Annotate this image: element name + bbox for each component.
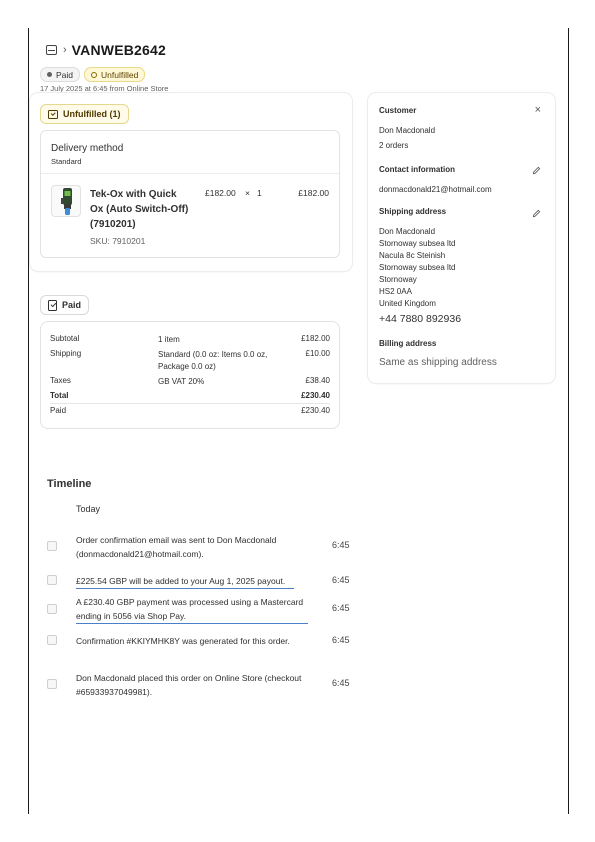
- contact-info-title: Contact information: [379, 165, 455, 174]
- edit-shipping-pencil-icon[interactable]: [532, 209, 541, 218]
- timeline-event-time: 6:45: [332, 635, 350, 645]
- paid-badge-label: Paid: [56, 69, 74, 80]
- breadcrumb-chevron-icon: ›: [63, 44, 67, 56]
- payment-row-amount: £182.00: [301, 334, 330, 343]
- receipt-check-icon: [48, 300, 57, 311]
- delivery-method-title: Delivery method: [51, 143, 124, 154]
- timeline-event-time: 6:45: [332, 678, 350, 688]
- customer-email-link[interactable]: donmacdonald21@hotmail.com: [379, 185, 492, 194]
- unfulfilled-status-badge: [84, 67, 145, 82]
- divider: [41, 173, 339, 174]
- payment-row-amount: £38.40: [305, 376, 330, 385]
- product-quantity: 1: [257, 188, 262, 198]
- payment-row-detail: Standard (0.0 oz: Items 0.0 oz, Package 0.0 oz): [158, 350, 268, 371]
- timeline-event-marker: [47, 541, 57, 551]
- timeline-event-marker: [47, 604, 57, 614]
- timeline-event-time: 6:45: [332, 540, 350, 550]
- address-line: Stornoway subsea ltd: [379, 239, 456, 248]
- divider: [50, 403, 330, 404]
- timeline-payment-link[interactable]: A £230.40 GBP payment was processed using a Mastercard ending in 5056 via Shop Pay.: [76, 595, 308, 624]
- paid-dot-icon: [47, 72, 52, 77]
- timeline-event-time: 6:45: [332, 603, 350, 613]
- customer-orders-link[interactable]: 2 orders: [379, 141, 409, 150]
- product-image-icon: [52, 186, 81, 217]
- order-title: VANWEB2642: [71, 42, 166, 58]
- edit-contact-pencil-icon[interactable]: [532, 166, 541, 175]
- paid-status-badge: [40, 67, 80, 82]
- product-thumbnail[interactable]: [51, 185, 81, 217]
- unfulfilled-button[interactable]: [40, 104, 129, 124]
- product-line-total: £182.00: [298, 188, 329, 198]
- billing-address-title: Billing address: [379, 339, 437, 348]
- product-unit-price: £182.00: [205, 188, 236, 198]
- customer-phone: +44 7880 892936: [379, 313, 462, 325]
- payment-row-label: Subtotal: [50, 334, 80, 343]
- payment-row-label: Taxes: [50, 376, 71, 385]
- order-date: 17 July 2025 at 6:45 from Online Store: [40, 84, 169, 93]
- paid-button-label: Paid: [62, 300, 82, 310]
- timeline-event-marker: [47, 575, 57, 585]
- address-line: United Kingdom: [379, 299, 436, 308]
- payment-row-detail: 1 item: [158, 335, 180, 344]
- page-border-right: [568, 28, 569, 814]
- address-line: Stornoway subsea ltd: [379, 263, 456, 272]
- payment-row-amount: £230.40: [301, 406, 330, 415]
- timeline-event-marker: [47, 635, 57, 645]
- timeline-title: Timeline: [47, 478, 92, 490]
- orders-inbox-icon[interactable]: [46, 45, 57, 55]
- timeline-event-text: Order confirmation email was sent to Don Macdonald (donmacdonald21@hotmail.com).: [76, 535, 277, 559]
- unfulfilled-ring-icon: [91, 72, 97, 78]
- address-line: Nacula 8c Steinish: [379, 251, 446, 260]
- payment-row-detail: GB VAT 20%: [158, 377, 205, 386]
- timeline-event-text: Confirmation #KKIYMHK8Y was generated for this order.: [76, 636, 290, 646]
- shipping-address-title: Shipping address: [379, 207, 447, 216]
- paid-button[interactable]: [40, 295, 89, 315]
- address-line: Don Macdonald: [379, 227, 436, 236]
- multiply-sign: ×: [245, 188, 250, 198]
- payment-row-label: Shipping: [50, 349, 82, 358]
- status-badges: [40, 67, 145, 82]
- payment-row-amount: £10.00: [305, 349, 330, 358]
- page-header: [46, 42, 166, 58]
- address-line: Stornoway: [379, 275, 417, 284]
- address-line: HS2 0AA: [379, 287, 412, 296]
- customer-card: [368, 93, 555, 383]
- unfulfilled-badge-label: Unfulfilled: [101, 69, 139, 80]
- delivery-method-value: Standard: [51, 157, 82, 166]
- timeline-today-label: Today: [76, 504, 101, 514]
- shipping-address-block: [379, 226, 456, 310]
- close-icon[interactable]: ×: [534, 104, 541, 116]
- payment-row-label: Total: [50, 391, 69, 400]
- timeline-event-time: 6:45: [332, 575, 350, 585]
- page-border-left: [28, 28, 29, 814]
- customer-name-link[interactable]: Don Macdonald: [379, 126, 436, 135]
- payment-row-label: Paid: [50, 406, 67, 415]
- product-name-link[interactable]: Tek-Ox with Quick Ox (Auto Switch-Off) (7910201): [90, 189, 189, 230]
- timeline-event-text: Don Macdonald placed this order on Online Store (checkout #65933937049981).: [76, 673, 302, 697]
- fulfillment-box-icon: [48, 110, 58, 119]
- billing-address-value: Same as shipping address: [379, 357, 497, 368]
- fulfillment-details: [40, 130, 340, 258]
- unfulfilled-button-label: Unfulfilled (1): [63, 109, 121, 119]
- customer-title: Customer: [379, 106, 417, 115]
- payment-row-amount: £230.40: [301, 391, 330, 400]
- product-sku: SKU: 7910201: [90, 236, 146, 246]
- payment-summary-card: [40, 321, 340, 429]
- timeline-event-marker: [47, 679, 57, 689]
- timeline-payout-link[interactable]: £225.54 GBP will be added to your Aug 1, 2025 payout.: [76, 574, 294, 589]
